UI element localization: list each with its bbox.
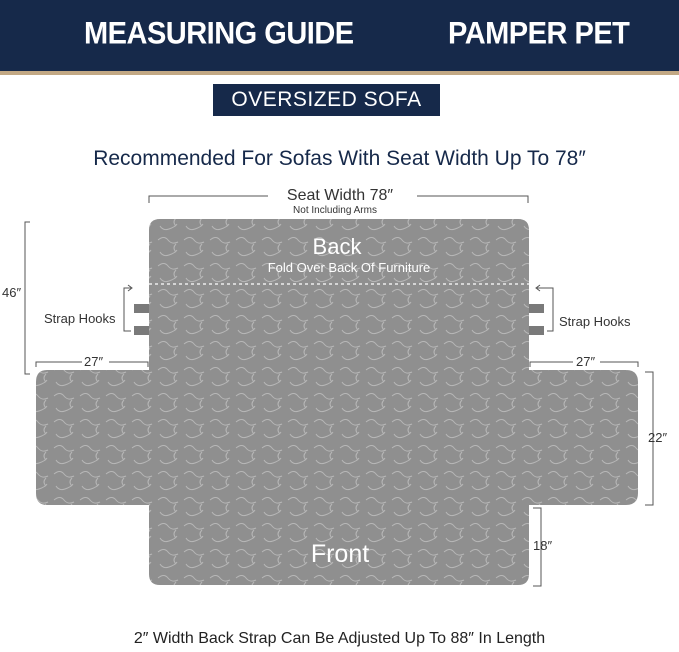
height-dimension	[25, 222, 30, 374]
front-flap-label: 18″	[533, 538, 553, 553]
strap-footnote: 2″ Width Back Strap Can Be Adjusted Up To 88″ In Length	[133, 630, 546, 647]
strap-hooks-label-left: Strap Hooks	[44, 311, 116, 326]
recommendation-headline: Recommended For Sofas With Seat Width Up To 78″	[93, 147, 586, 170]
strap-hook-right-bottom	[529, 326, 544, 335]
header-title-right: PAMPER PET	[448, 16, 630, 52]
product-badge: OVERSIZED SOFA	[213, 84, 440, 116]
seat-width-label: Seat Width 78″	[286, 187, 394, 204]
header-title-left: MEASURING GUIDE	[84, 16, 354, 52]
right-arm-label: 27″	[576, 354, 596, 369]
strap-bracket-left	[124, 288, 131, 331]
height-label: 46″	[2, 285, 22, 300]
strap-hook-left-bottom	[134, 326, 149, 335]
back-label: Back	[312, 234, 362, 259]
strap-hook-right-top	[529, 304, 544, 313]
back-note: Fold Over Back Of Furniture	[267, 260, 431, 275]
front-label: Front	[310, 540, 370, 568]
arm-depth-label: 22″	[648, 430, 668, 445]
left-arm-label: 27″	[84, 354, 104, 369]
seat-width-note: Not Including Arms	[293, 205, 377, 216]
strap-hooks-label-right: Strap Hooks	[559, 314, 631, 329]
strap-hook-left-top	[134, 304, 149, 313]
